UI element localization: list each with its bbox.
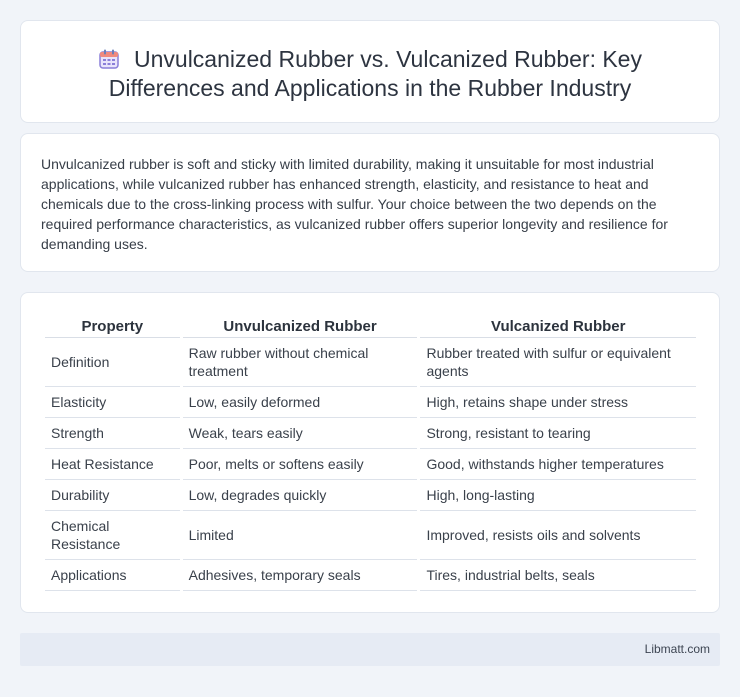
footer-brand-link[interactable]: Libmatt.com <box>644 642 710 656</box>
cell-property: Heat Resistance <box>45 449 180 480</box>
comparison-card <box>20 292 720 613</box>
cell-unvulcanized: Adhesives, temporary seals <box>183 560 418 591</box>
table-row <box>45 480 696 511</box>
header-vulcanized: Vulcanized Rubber <box>420 315 696 338</box>
cell-property: Strength <box>45 418 180 449</box>
footer-bar <box>20 633 720 666</box>
table-row <box>45 560 696 591</box>
header-property: Property <box>45 315 180 338</box>
comparison-table <box>42 315 699 591</box>
cell-property: Chemical Resistance <box>45 511 180 560</box>
cell-vulcanized: High, retains shape under stress <box>420 387 696 418</box>
cell-unvulcanized: Raw rubber without chemical treatment <box>183 338 418 387</box>
cell-vulcanized: High, long-lasting <box>420 480 696 511</box>
calendar-icon <box>98 48 120 70</box>
intro-paragraph: Unvulcanized rubber is soft and sticky with limited durability, making it unsuitable for most industrial applications, while vulcanized rubber has enhanced strength, elasticity, and resistance to heat and chemicals due to the cross-linking process with sulfur. Your choice between the two depends on the required performance characteristics, as vulcanized rubber offers superior longevity and resilience for demanding uses. <box>41 156 668 252</box>
cell-unvulcanized: Weak, tears easily <box>183 418 418 449</box>
table-row <box>45 387 696 418</box>
cell-property: Elasticity <box>45 387 180 418</box>
cell-property: Applications <box>45 560 180 591</box>
cell-property: Definition <box>45 338 180 387</box>
table-header-row <box>45 315 696 338</box>
cell-property: Durability <box>45 480 180 511</box>
cell-vulcanized: Strong, resistant to tearing <box>420 418 696 449</box>
cell-vulcanized: Improved, resists oils and solvents <box>420 511 696 560</box>
table-row <box>45 449 696 480</box>
cell-unvulcanized: Low, easily deformed <box>183 387 418 418</box>
cell-unvulcanized: Poor, melts or softens easily <box>183 449 418 480</box>
title-card <box>20 20 720 123</box>
table-row <box>45 338 696 387</box>
cell-vulcanized: Rubber treated with sulfur or equivalent agents <box>420 338 696 387</box>
header-unvulcanized: Unvulcanized Rubber <box>183 315 418 338</box>
page-title <box>51 45 689 103</box>
intro-card <box>20 133 720 272</box>
table-row <box>45 418 696 449</box>
cell-unvulcanized: Low, degrades quickly <box>183 480 418 511</box>
page-title-text: Unvulcanized Rubber vs. Vulcanized Rubber: Key Differences and Applications in the Rubber Industry <box>108 46 642 101</box>
cell-vulcanized: Good, withstands higher temperatures <box>420 449 696 480</box>
cell-unvulcanized: Limited <box>183 511 418 560</box>
cell-vulcanized: Tires, industrial belts, seals <box>420 560 696 591</box>
table-row <box>45 511 696 560</box>
